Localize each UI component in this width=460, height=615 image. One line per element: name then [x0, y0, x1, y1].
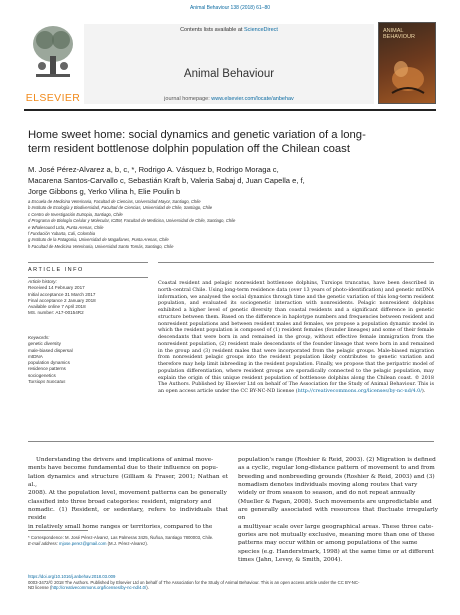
body-line: times (Jahn, Levey, & Smith, 2004). — [238, 557, 343, 564]
journal-homepage-line — [84, 96, 374, 102]
affiliation: d Programa de Biología Celular y Molecular, ICBM, Facultad de Medicina, Universidad de Chile, Santiago, Chile — [28, 218, 236, 224]
keyword: sociogenetics — [28, 372, 56, 378]
body-right-column — [238, 456, 438, 564]
abstract-license-link[interactable]: http://creativecommons.org/licenses/by-nc-nd/4.0/ — [297, 388, 422, 394]
body-line: widely or from season to season, and do not repeat annually — [238, 490, 416, 497]
license-link[interactable]: http://creativecommons.org/licenses/by-nc-nd/4.0/ — [51, 585, 147, 591]
body-line: ments have become fundamental due to their influence on popu- — [28, 465, 218, 472]
body-line: Understanding the drivers and implications of animal move- — [36, 457, 214, 463]
abstract — [158, 280, 434, 395]
body-line: are generally associated with resources that fluctuate irregularly on — [238, 507, 438, 522]
article-info-heading: ARTICLE INFO — [28, 267, 84, 273]
body-line: gories are not mutually exclusive, meaning more than one of these — [238, 532, 435, 539]
article-info-rule — [28, 262, 148, 263]
keyword: mtDNA — [28, 353, 43, 359]
header-rule — [24, 109, 436, 111]
journal-header-panel — [84, 24, 374, 104]
history-label: Article history: — [28, 279, 57, 284]
abstract-bottom-rule — [28, 441, 434, 442]
license-prefix: ND license ( — [28, 585, 52, 591]
body-line: 2008). At the population level, movement patterns can be generally — [28, 490, 227, 497]
correspondence-address: * Correspondence: M. José Pérez-Alvarez, Las Palmeras 3425, Ñuñoa, Santiago 7800003, Chile. — [28, 535, 214, 540]
authors-line: Jorge Gibbons g, Yerko Vilina h, Elie Poulin b — [28, 187, 181, 196]
article-title-line: Home sweet home: social dynamics and genetic variation of a long- — [28, 129, 366, 141]
author-list — [28, 164, 448, 197]
affiliation: b Instituto de Ecología y Biodiversidad, Facultad de Ciencias, Universidad de Chile, Santiago, Chile — [28, 205, 213, 211]
affiliation: h Facultad de Medicina Veterinaria, Universidad Santo Tomás, Santiago, Chile — [28, 243, 174, 249]
authors-line: M. José Pérez-Alvarez a, b, c, *, Rodrigo A. Vásquez b, Rodrigo Moraga c, — [28, 165, 279, 174]
license-line-2 — [28, 585, 438, 591]
abstract-license-end: ). — [421, 388, 426, 394]
body-line: (Mueller & Fagan, 2008). Such movements are unpredictable and — [238, 498, 432, 505]
email-link[interactable]: mjose.perez@gmail.com — [59, 541, 107, 546]
keywords-label: Keywords: — [28, 335, 50, 340]
keyword: residence patterns — [28, 366, 66, 372]
history-item: Initial acceptance 31 March 2017 — [28, 291, 96, 297]
email-label: E-mail address: — [28, 541, 60, 546]
body-line: nomadic. (1) Resident, or sedentary, refers to individuals that reside — [28, 507, 228, 522]
homepage-prefix: journal homepage: — [164, 96, 212, 102]
keyword: male-biased dispersal — [28, 347, 73, 353]
article-title — [28, 128, 428, 156]
abstract-text: Coastal resident and pelagic nonresident bottlenose dolphins, Tursiops truncatus, have been described in north-central Chile. Using long-term residence data (over 13 years of photo-identification) and genetic mtDNA information, we analysed the social dynamics through time and the genetic variation of this long-term resident population, and evaluated its sociogenetic interaction with nonresidents. Pelagic nonresident dolphins exhibited a higher level of genetic diversity than coastal residents and a significant difference in genetic structure between them. Based on the difference in haplotype numbers and frequencies between resident and nonresident populations and between resident males and females, we propose a population dynamic model in which the resident population is composed of (1) resident females (founder lineages) and some of their female descendants that were born in and remained in the group, without effective female immigration from the nonresident population, (2) resident male descendants of the founder lineage that were born in and remained in the group and (3) resident males that were incorporated from the pelagic groups. Male-biased migration from nonresident pelagic groups into the resident population likely contributes to genetic variation and therefore may help limit inbreeding in the resident population. Finally, we propose that the peripatric model of population differentiation, where resident groups are sporadically connected to the pelagic population, may explain the origin of this unique resident population of bottlenose dolphins along the Chilean coast. — [158, 280, 434, 381]
body-line: breeding and nonbreeding grounds (Roshier & Reid, 2003) and (3) — [238, 473, 435, 480]
body-left-column — [28, 456, 228, 531]
email-suffix: (M.J. Pérez-Alvarez). — [106, 541, 148, 546]
contents-line — [84, 24, 374, 33]
cover-title: ANIMAL BEHAVIOUR — [383, 28, 415, 41]
affiliation: e Whalesound Ltda, Punta Arenas, Chile — [28, 224, 104, 230]
article-history — [28, 279, 148, 317]
affiliation: g Instituto de la Patagonia, Universidad de Magallanes, Punta Arenas, Chile — [28, 237, 169, 243]
body-line: nomadism denotes individuals moving along routes that vary — [238, 482, 418, 489]
publisher-logo-text: ELSEVIER — [25, 92, 81, 104]
publisher-logo[interactable] — [24, 18, 82, 106]
body-line: as a cyclic, regular long-distance pattern of movement to and from — [238, 465, 435, 472]
doi-license-block — [28, 574, 438, 591]
body-line: a multiyear scale over large geographical areas. These three cate- — [238, 523, 434, 530]
article-info-rule — [28, 277, 148, 278]
contents-prefix: Contents lists available at — [180, 27, 244, 33]
footnote-rule — [28, 530, 88, 531]
cover-illustration-icon — [387, 53, 429, 97]
body-line: lation dynamics and structure (Gilliam & Fraser, 2001; Nathan et al., — [28, 473, 228, 489]
body-line: in relatively small home ranges or territories, compared to the — [28, 523, 213, 530]
correspondence-email-line — [28, 541, 228, 547]
elsevier-tree-icon — [30, 22, 76, 82]
journal-title[interactable]: Animal Behaviour — [183, 68, 275, 80]
correspondence-footnote — [28, 535, 228, 547]
affiliation: f Fundación Yubarta, Cali, Colombia — [28, 231, 96, 237]
keyword: Tursiops truncatus — [28, 379, 66, 385]
history-item: Available online 7 April 2018 — [28, 304, 86, 310]
journal-citation: Animal Behaviour 138 (2018) 61–80 — [189, 5, 271, 11]
body-line: population's range (Roshier & Reid, 2003). (2) Migration is defined — [238, 457, 436, 463]
authors-line: Macarena Santos-Carvallo c, Sebastián Kraft b, Valeria Sabaj d, Juan Capella e, f, — [28, 176, 305, 185]
affiliation: c Centro de Investigación Eutropia, Santiago, Chile — [28, 211, 123, 217]
history-item: MS. number: A17-00154R2 — [28, 310, 84, 316]
affiliation: a Escuela de Medicina Veterinaria, Facultad de Ciencias, Universidad Mayor, Santiago, Chile — [28, 199, 201, 204]
body-line: patterns may occur within or among populations of the same — [238, 540, 418, 547]
sciencedirect-link[interactable]: ScienceDirect — [243, 27, 278, 33]
keyword: genetic diversity — [28, 341, 61, 347]
homepage-link[interactable]: www.elsevier.com/locate/anbehav — [211, 96, 294, 102]
article-title-line: term resident bottlenose dolphin population off the Chilean coast — [28, 143, 350, 155]
history-item: Received 14 February 2017 — [28, 285, 85, 291]
keywords-list — [28, 335, 148, 385]
license-line: 0003-3472/© 2018 The Authors. Published by Elsevier Ltd on behalf of The Association for the Study of Animal Behaviour. This is an open access article under the CC BY-NC- — [28, 579, 360, 585]
abstract-copyright: © 2018 The Authors. Published by Elsevier Ltd on behalf of The Association for the Study of Animal Behaviour. This is an open access article under the CC BY-NC-ND license ( — [158, 374, 434, 394]
affiliations — [28, 199, 448, 250]
journal-cover-image[interactable] — [378, 22, 436, 104]
keyword: population dynamics — [28, 360, 70, 366]
license-end: ). — [146, 585, 149, 591]
body-line: classified into three broad categories: resident, migratory and — [28, 498, 212, 505]
abstract-rule — [158, 262, 434, 263]
body-line: species (e.g. Handerstmark, 1998) at the same time or at different — [238, 548, 434, 555]
history-item: Final acceptance 2 January 2018 — [28, 297, 96, 303]
doi-link[interactable]: https://doi.org/10.1016/j.anbehav.2018.03.009 — [28, 574, 116, 579]
